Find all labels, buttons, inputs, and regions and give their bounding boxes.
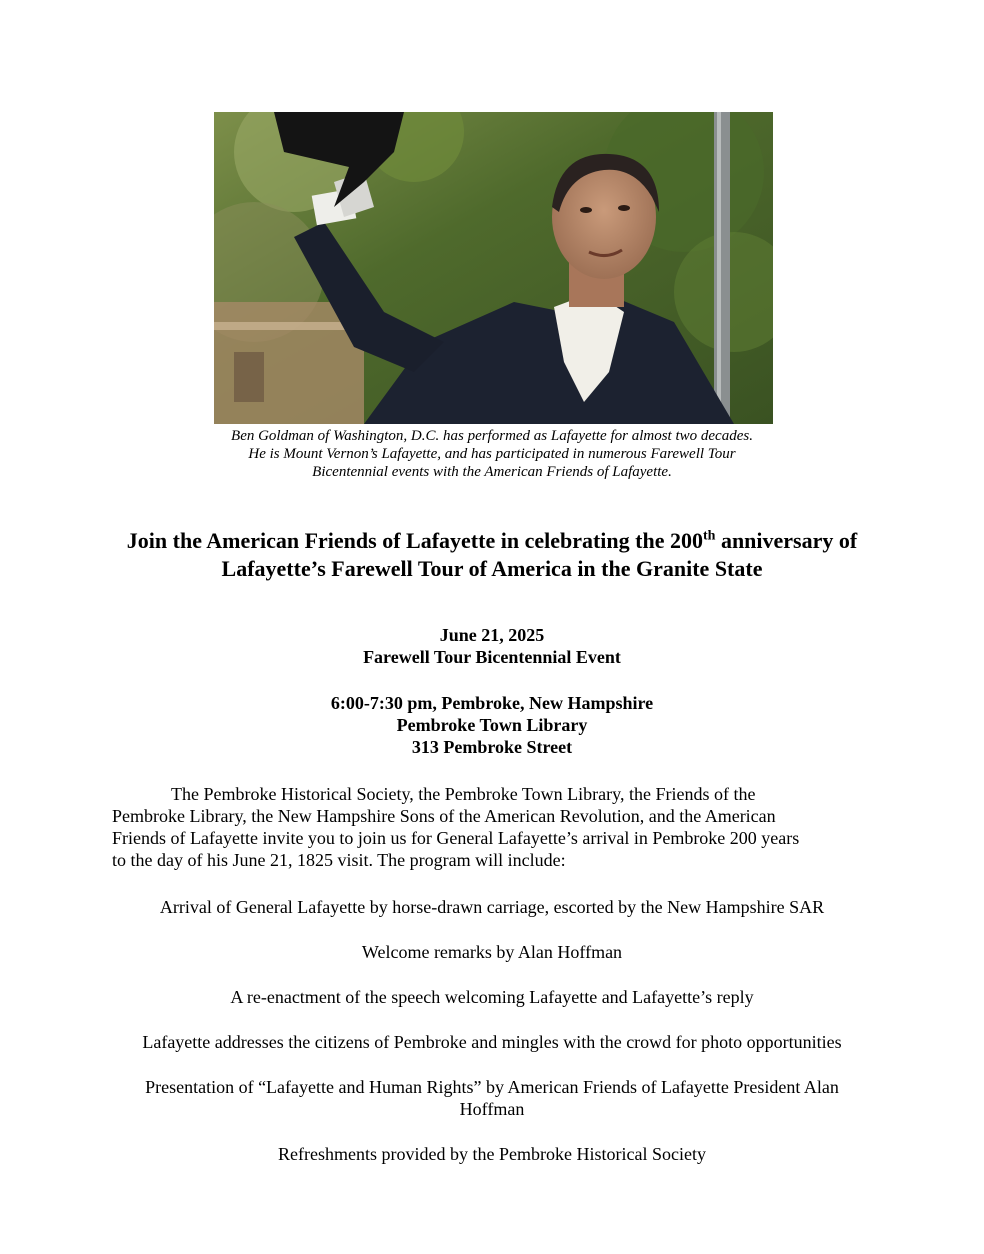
event-address: 313 Pembroke Street: [411, 737, 573, 757]
event-date-block: [100, 624, 884, 668]
program-item: [90, 1076, 894, 1120]
program-item-text: Arrival of General Lafayette by horse-drawn carriage, escorted by the New Hampshire SAR: [159, 897, 825, 917]
intro-line: to the day of his June 21, 1825 visit. The program will include:: [112, 850, 566, 870]
program-item-text: Hoffman: [459, 1099, 525, 1119]
headline-superscript: th: [702, 528, 716, 544]
intro-line: Pembroke Library, the New Hampshire Sons of the American Revolution, and the American: [112, 806, 776, 826]
program-item-text: Refreshments provided by the Pembroke Historical Society: [278, 1144, 706, 1164]
event-time-place: 6:00-7:30 pm, Pembroke, New Hampshire: [330, 693, 654, 713]
caption-line: Bicentennial events with the American Friends of Lafayette.: [312, 464, 672, 480]
program-item: [90, 986, 894, 1008]
caption-line: Ben Goldman of Washington, D.C. has performed as Lafayette for almost two decades.: [231, 428, 753, 444]
program-item-text: Lafayette addresses the citizens of Pembroke and mingles with the crowd for photo opportunities: [142, 1032, 842, 1052]
program-item-text: Presentation of “Lafayette and Human Rights” by American Friends of Lafayette President Alan: [145, 1077, 839, 1097]
program-item: [90, 1143, 894, 1165]
intro-line: Friends of Lafayette invite you to join us for General Lafayette’s arrival in Pembroke 200 years: [112, 828, 800, 848]
headline-line: Lafayette’s Farewell Tour of America in the Granite State: [221, 556, 763, 581]
photo-caption: [150, 427, 834, 481]
event-location-block: [100, 692, 884, 758]
event-date: June 21, 2025: [439, 625, 545, 645]
caption-line: He is Mount Vernon’s Lafayette, and has participated in numerous Farewell Tour: [248, 446, 736, 462]
lafayette-reenactor-photo: [214, 112, 773, 424]
intro-paragraph: [112, 783, 872, 871]
headline-text: anniversary of: [715, 528, 858, 553]
event-headline: [60, 527, 924, 583]
intro-line: The Pembroke Historical Society, the Pembroke Town Library, the Friends of the: [171, 784, 756, 804]
program-item-text: Welcome remarks by Alan Hoffman: [361, 942, 623, 962]
program-item: [90, 896, 894, 918]
headline-text: Join the American Friends of Lafayette in celebrating the 200: [126, 528, 703, 553]
event-name: Farewell Tour Bicentennial Event: [363, 647, 621, 667]
program-item: [90, 941, 894, 963]
program-item-text: A re-enactment of the speech welcoming Lafayette and Lafayette’s reply: [230, 987, 754, 1007]
event-venue: Pembroke Town Library: [396, 715, 588, 735]
program-item: [90, 1031, 894, 1053]
